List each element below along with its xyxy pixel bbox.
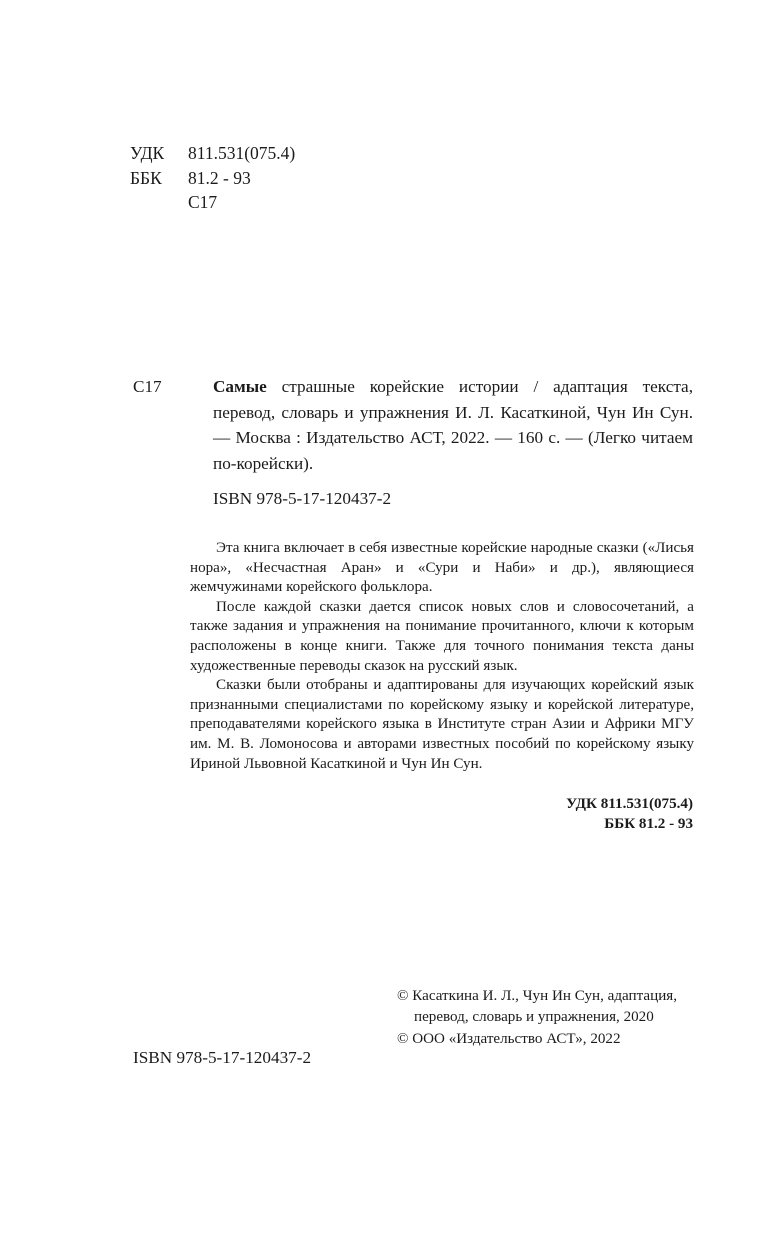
udk-value: 811.531(075.4) bbox=[188, 143, 296, 163]
classification-codes-block bbox=[130, 141, 295, 215]
annotation-paragraph: Сказки были отобраны и адаптированы для изучающих корейский язык признанными специалистами по корейскому языку и корейской литературе, преподавателями корейского языка в Институте стран Азии и Африки МГУ им. М. В. Ломоносова и авторами известных пособий по корейскому языку Ириной Львовной Касаткиной и Чун Ин Сун. bbox=[190, 677, 694, 772]
record-description bbox=[213, 374, 693, 476]
record-title-bold: Самые bbox=[213, 377, 267, 396]
copyright-line: © Касаткина И. Л., Чун Ин Сун, адаптация, перевод, словарь и упражнения, 2020 bbox=[397, 988, 677, 1026]
bbk-row bbox=[130, 166, 295, 191]
record-sigla: С17 bbox=[133, 377, 162, 396]
bbk-label: ББК bbox=[130, 167, 162, 188]
sigla-value: С17 bbox=[188, 192, 218, 212]
udk-bold: УДК 811.531(075.4) bbox=[566, 796, 693, 812]
copyright-line: © ООО «Издательство АСТ», 2022 bbox=[397, 1030, 621, 1047]
bbk-value: 81.2 - 93 bbox=[188, 167, 251, 188]
copyright-block bbox=[397, 986, 677, 1050]
udk-label: УДК bbox=[130, 143, 165, 163]
record-description-text: страшные корейские истории / адаптация текста, перевод, словарь и упражнения И. Л. Касаткиной, Чун Ин Сун. — Москва : Издательство АСТ, 2022. — 160 с. — (Легко читаем по-корейски). bbox=[213, 377, 693, 473]
annotation-paragraph: После каждой сказки дается список новых слов и словосочетаний, а также задания и упражнения на понимание прочитанного, ключи к которым расположены в конце книги. Также для точного понимания текста даны художественные переводы сказок на русский язык. bbox=[190, 598, 694, 674]
bibliographic-record bbox=[133, 374, 693, 476]
classification-codes-bold bbox=[566, 795, 693, 834]
annotation-paragraph: Эта книга включает в себя известные корейские народные сказки («Лисья нора», «Несчастная Аран» и «Сури и Наби» и др.), являющиеся жемчужинами корейского фольклора. bbox=[190, 540, 694, 596]
annotation-block bbox=[190, 539, 694, 774]
isbn-main: ISBN 978-5-17-120437-2 bbox=[213, 489, 392, 508]
sigla-row bbox=[130, 190, 295, 215]
bbk-bold: ББК 81.2 - 93 bbox=[604, 815, 693, 832]
udk-row bbox=[130, 141, 295, 166]
isbn-footer: ISBN 978-5-17-120437-2 bbox=[133, 1048, 312, 1067]
